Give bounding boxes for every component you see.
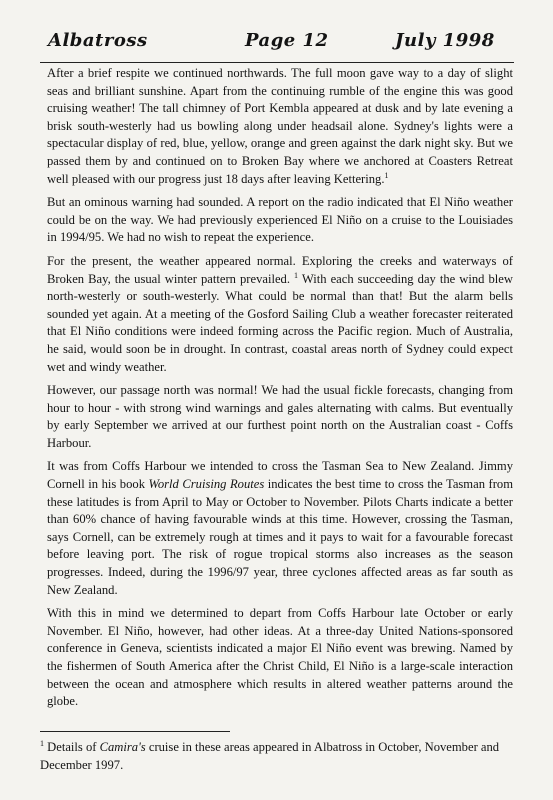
article-body [47,65,513,717]
issue-date: July 1998 [395,30,495,51]
footnote-ref: 1 [384,170,389,180]
page-number: Page 12 [245,30,329,51]
paragraph-4: However, our passage north was normal! We had the usual fickle forecasts, changing from hour to hour - with strong wind warnings and gales alternating with calms. But eventually by early September we arrived at our furthest point north on the Australian coast - Coffs Harbour. [47,383,513,450]
publication-title: Albatross [48,30,148,51]
paragraph-6: With this in mind we determined to depart from Coffs Harbour late October or early November. El Niño, however, had other ideas. At a three-day United Nations-sponsored conference in Geneva, scientists indicated a major El Niño event was brewing. Named by the fishermen of South America after the Christ Child, El Niño is a large-scale interaction between the ocean and atmosphere which results in altered weather patterns around the globe. [47,606,513,709]
footnote: $^1$ Details of Camira's cruise in these areas appeared in Albatross in October, November and December 1997. [40,738,500,772]
boat-name: Camira's [99,740,146,754]
paragraph-1: After a brief respite we continued northwards. The full moon gave way to a day of slight seas and brilliant sunshine. Apart from the continuing rumble of the engine this was good cruising weather! The tall chimney of Port Kembla appeared at dusk and by late evening a brisk south-westerly had us bowling along under headsail alone. Sydney's lights were a spectacular display of red, blue, yellow, orange and green against the dark night sky. But we passed them by and continued on to Broken Bay where we anchored at Coasters Retreat well pleased with our progress just 18 days after leaving Kettering.$^1$ [47,66,513,186]
paragraph-5: It was from Coffs Harbour we intended to cross the Tasman Sea to New Zealand. Jimmy Cornell in his book World Cruising Routes indicates the best time to cross the Tasman from these latitudes is from April to May or October to November. Pilots Charts indicate a better than 60% chance of having favourable winds at this time. However, crossing the Tasman, says Cornell, can be extremely rough at times and it pays to wait for a favourable forecast before leaving port. The risk of rogue tropical storms also increases as the season progresses. Indeed, during the 1996/97 year, three cyclones affected areas as far south as New Zealand. [47,459,513,597]
page-header [40,30,510,52]
footnote-rule [40,731,230,732]
paragraph-3: For the present, the weather appeared normal. Exploring the creeks and waterways of Broken Bay, the usual winter pattern prevailed. $^1$ With each succeeding day the wind blew north-westerly or south-westerly. What could be normal than that! But the alarm bells sounded yet again. At a meeting of the Gosford Sailing Club a weather forecaster reiterated that El Niño conditions were indeed forming across the Pacific region. Much of Australia, he said, would soon be in drought. In contrast, coastal areas north of Sydney could expect wet and windy weather. [47,253,513,374]
header-rule [40,62,514,63]
paragraph-2: But an ominous warning had sounded. A report on the radio indicated that El Niño weather could be on the way. We had previously experienced El Niño on a cruise to the Louisiades in 1994/95. We had no wish to repeat the experience. [47,195,513,245]
footnote-mark: 1 [40,738,44,748]
footnote-ref: 1 [294,270,299,280]
book-title: World Cruising Routes [148,477,265,492]
